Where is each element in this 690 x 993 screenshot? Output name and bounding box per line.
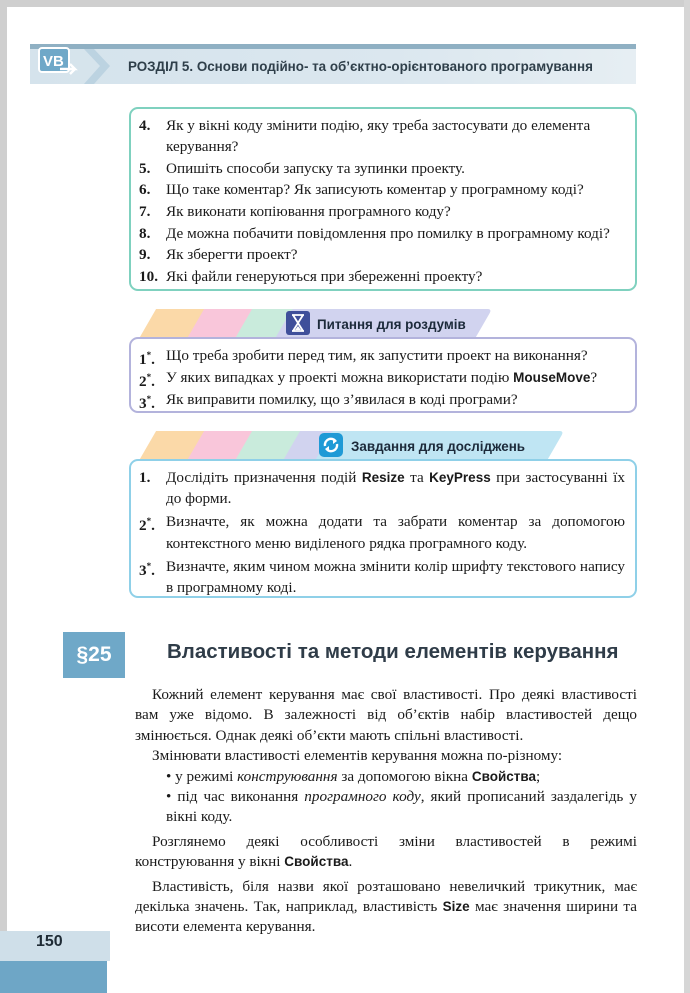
task-text: при застосуванні їх до форми. [166,469,625,508]
question-text: У яких випадках у проекті можна використати подію [166,369,514,387]
section-number: §25 [76,643,112,666]
question-number: 5. [139,159,151,177]
question-item [139,179,625,200]
bullet-item: • під час виконання програмного коду, який прописаний заздалегідь у вікні коду. [166,788,637,826]
scan-border-top [0,0,690,7]
question-number: 1*. [139,350,155,369]
header-chevron-icon [84,49,110,84]
question-item [139,158,625,179]
task-text: Дослідіть призначення подій [166,469,362,486]
question-text: Як виправити помилку, що з’явилася в коді програми? [166,391,518,409]
question-number: 2*. [139,372,155,391]
question-item [139,115,625,157]
vb-logo-text: VB [43,53,64,70]
question-number: 3*. [139,394,155,413]
research-title: Завдання для досліджень [351,439,526,454]
research-tasks-box [129,459,637,598]
question-number: 4. [139,117,151,134]
bullet-emphasis: конструювання [237,767,338,785]
reflection-title: Питання для роздумів [317,317,466,332]
scan-border-left [0,0,7,993]
question-text: Опишіть способи запуску та зупинки проекту. [166,159,465,177]
reflection-questions-box [129,337,637,413]
page-number: 150 [36,933,63,950]
question-text: Що таке коментар? Як записують коментар у програмному коді? [166,181,584,199]
question-text: Які файли генеруються при збереженні проекту? [166,267,483,285]
property-name: Size [442,899,470,915]
question-star: * [146,516,152,527]
question-number: 8. [139,224,151,242]
question-item [139,389,625,413]
question-item [139,201,625,222]
question-star: * [146,560,152,571]
bullet-text: ; [536,767,541,785]
vb-logo-icon [38,47,78,79]
question-item [139,345,625,369]
task-text: Визначте, як можна додати та забрати коментар за допомогою контекстного меню виділеного рядка програмного коду. [166,513,625,552]
question-text: Як виконати копіювання програмного коду? [166,202,451,220]
task-item [139,467,625,509]
question-text: Де можна побачити повідомлення про помилку в програмному коді? [166,224,610,242]
paragraph-4 [135,877,637,938]
chapter-header-stripe [30,44,636,49]
question-item [139,367,625,391]
bullet-item: • у режимі конструювання за допомогою вікна Свойства; [166,767,541,785]
question-number: 1. [139,469,151,486]
section-body [135,685,638,938]
scan-border-right [684,0,690,993]
question-number: 6. [139,181,151,199]
bullet-text: під час виконання [177,788,305,806]
bullet-text: у режимі [175,767,238,785]
paragraph-1: Кожний елемент керування має свої властивості. Про деякі властивості вам уже відомо. В залежності від об’єктів набір властивостей дещо змінюється. Однак деякі об’єкти мають спільні властивості. [135,686,637,744]
question-star: * [146,350,152,360]
bullet-text: за допомогою вікна [337,767,472,785]
event-name: KeyPress [429,470,491,485]
question-number: 10. [139,267,158,285]
hourglass-icon [286,311,310,335]
paragraph-3 [135,832,637,873]
paragraph-2: Змінювати властивості елементів керування можна по-різному: [152,747,563,765]
question-number: 7. [139,202,151,220]
refresh-icon [319,433,343,457]
window-name: Свойства [471,768,537,784]
review-questions-list [139,115,625,287]
task-item [139,556,625,598]
question-number: 9. [139,246,151,264]
bullet-emphasis: програмного коду [304,788,421,806]
task-text: Визначте, яким чином можна змінити колір шрифту текстового напису в програмному коді. [166,557,625,597]
task-text: та [404,469,430,486]
question-text: Що треба зробити перед тим, як запустити проект на виконання? [166,347,588,364]
event-name: MouseMove [513,370,591,386]
window-name: Свойства [284,854,349,870]
question-item [139,244,625,265]
question-item [139,223,625,244]
question-star: * [146,394,152,405]
event-name: Resize [361,470,405,485]
reflection-questions-list [139,345,625,412]
paragraph-text: Розглянемо деякі особливості зміни властивостей в режимі конструювання у вікні [135,832,637,871]
question-number: 2*. [139,516,155,535]
paragraph-text: Властивість, біля назви якої розташовано невеличкий трикутник, має декілька значень. Так, наприклад, властивість [135,877,637,916]
question-text: Як зберегти проект? [166,246,298,264]
question-star: * [146,372,152,383]
chapter-title: РОЗДІЛ 5. Основи подійно- та об’єктно-орієнтованого програмування [128,59,593,74]
task-item [139,511,625,553]
paragraph-text: має значення ширини та висоти елемента керування. [135,898,638,936]
question-number: 3*. [139,560,155,579]
question-text: Як у вікні коду змінити подію, яку треба застосувати до елемента керування? [166,117,591,156]
paragraph-text: . [348,853,353,871]
question-item [139,266,625,287]
research-tasks-list [139,467,625,600]
review-questions-box [129,107,637,291]
question-text: ? [590,369,598,387]
section-title: Властивості та методи елементів керування [167,640,619,663]
bullet-text: , який прописаний заздалегідь у вікні коду. [166,788,637,826]
